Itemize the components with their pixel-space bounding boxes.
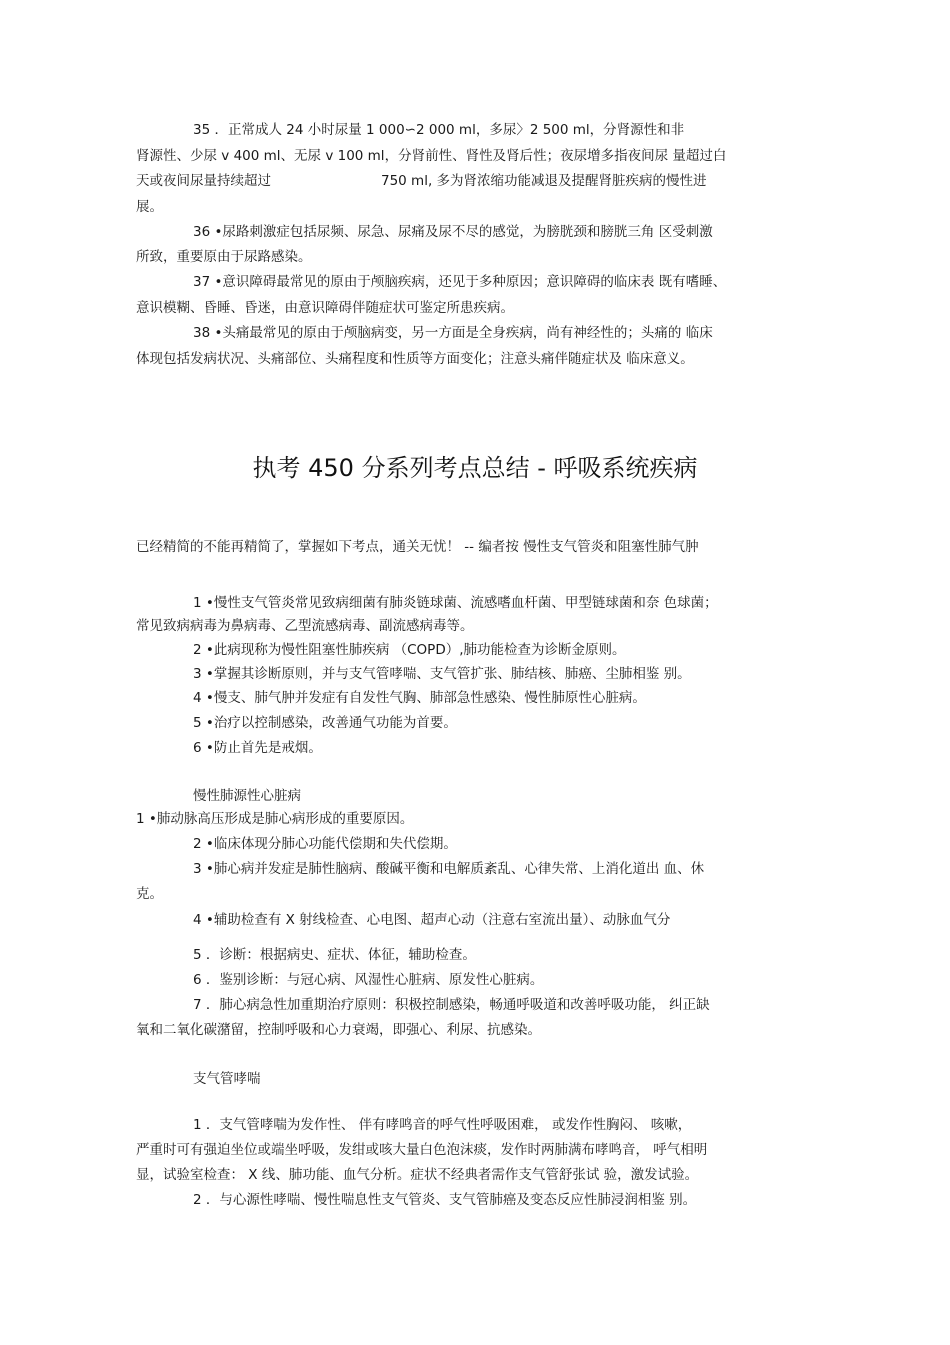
heart-item-6: 6 ．鉴别诊断：与冠心病、风湿性心脏病、原发性心脏病。 bbox=[193, 972, 544, 988]
copd-item-2: 2 •此病现称为慢性阻塞性肺疾病 （COPD）,肺功能检查为诊断金原则。 bbox=[193, 642, 626, 658]
asthma-item-1-line-3: 显，试验室检查： X 线、肺功能、血气分析。症状不经典者需作支气管舒张试 验，激发试验。 bbox=[136, 1167, 699, 1183]
heart-section-heading: 慢性肺源性心脏病 bbox=[193, 788, 301, 804]
copd-item-1-line-1: 1 •慢性支气管炎常见致病细菌有肺炎链球菌、流感嗜血杆菌、甲型链球菌和奈 色球菌； bbox=[193, 595, 718, 611]
intro-line: 已经精简的不能再精简了，掌握如下考点，通关无忧！ -- 编者按 慢性支气管炎和阻塞性肺气肿 bbox=[136, 539, 699, 555]
copd-item-1-line-2: 常见致病病毒为鼻病毒、乙型流感病毒、副流感病毒等。 bbox=[136, 618, 474, 634]
asthma-item-1-line-1: 1 ．支气管哮喘为发作性、 伴有哮鸣音的呼气性呼吸困难， 或发作性胸闷、 咳嗽， bbox=[193, 1117, 692, 1133]
item-35-line-4: 展。 bbox=[136, 199, 163, 215]
item-36-line-1: 36 •尿路刺激症包括尿频、尿急、尿痛及尿不尽的感觉，为膀胱颈和膀胱三角 区受刺激 bbox=[193, 224, 713, 240]
item-38-line-2: 体现包括发病状况、头痛部位、头痛程度和性质等方面变化；注意头痛伴随症状及 临床意义。 bbox=[136, 351, 694, 367]
heart-item-5: 5 ．诊断：根据病史、症状、体征，辅助检查。 bbox=[193, 947, 476, 963]
heart-item-4: 4 •辅助检查有 X 射线检查、心电图、超声心动（注意右室流出量）、动脉血气分 bbox=[193, 912, 671, 928]
heart-item-3-line-2: 克。 bbox=[136, 886, 163, 902]
copd-item-3: 3 •掌握其诊断原则，并与支气管哮喘、支气管扩张、肺结核、肺癌、尘肺相鉴 别。 bbox=[193, 666, 691, 682]
copd-item-4: 4 •慢支、肺气肿并发症有自发性气胸、肺部急性感染、慢性肺原性心脏病。 bbox=[193, 690, 646, 706]
item-35-line-3a: 天或夜间尿量持续超过 bbox=[136, 173, 271, 189]
item-38-line-1: 38 •头痛最常见的原由于颅脑病变，另一方面是全身疾病，尚有神经性的；头痛的 临床 bbox=[193, 325, 713, 341]
heart-item-7-line-2: 氧和二氧化碳潴留，控制呼吸和心力衰竭，即强心、利尿、抗感染。 bbox=[136, 1022, 541, 1038]
copd-item-5: 5 •治疗以控制感染，改善通气功能为首要。 bbox=[193, 715, 457, 731]
item-35-line-1: 35 ．正常成人 24 小时尿量 1 000∽2 000 ml，多尿〉2 500 ml，分肾源性和非 bbox=[193, 122, 685, 138]
asthma-section-heading: 支气管哮喘 bbox=[193, 1071, 261, 1087]
heart-item-7-line-1: 7 ．肺心病急性加重期治疗原则：积极控制感染，畅通呼吸道和改善呼吸功能， 纠正缺 bbox=[193, 997, 710, 1013]
copd-item-6: 6 •防止首先是戒烟。 bbox=[193, 740, 322, 756]
page-title: 执考 450 分系列考点总结 - 呼吸系统疾病 bbox=[252, 454, 698, 482]
heart-item-2: 2 •临床体现分肺心功能代偿期和失代偿期。 bbox=[193, 836, 457, 852]
asthma-item-2: 2 ．与心源性哮喘、慢性喘息性支气管炎、支气管肺癌及变态反应性肺浸润相鉴 别。 bbox=[193, 1192, 697, 1208]
item-37-line-1: 37 •意识障碍最常见的原由于颅脑疾病，还见于多种原因；意识障碍的临床表 既有嗜睡、 bbox=[193, 274, 727, 290]
item-36-line-2: 所致，重要原由于尿路感染。 bbox=[136, 249, 312, 265]
item-35-line-3b: 750 ml, 多为肾浓缩功能减退及提醒肾脏疾病的慢性进 bbox=[381, 173, 707, 189]
item-37-line-2: 意识模糊、昏睡、昏迷，由意识障碍伴随症状可鉴定所患疾病。 bbox=[136, 300, 514, 316]
heart-item-3-line-1: 3 •肺心病并发症是肺性脑病、酸碱平衡和电解质紊乱、心律失常、上消化道出 血、休 bbox=[193, 861, 705, 877]
item-35-line-2: 肾源性、少尿 v 400 ml、无尿 v 100 ml，分肾前性、肾性及肾后性；夜尿增多指夜间尿 量超过白 bbox=[136, 148, 727, 164]
asthma-item-1-line-2: 严重时可有强迫坐位或端坐呼吸，发绀或咳大量白色泡沫痰，发作时两肺满布哮鸣音， 呼气相明 bbox=[136, 1142, 708, 1158]
heart-item-1: 1 •肺动脉高压形成是肺心病形成的重要原因。 bbox=[136, 811, 414, 827]
